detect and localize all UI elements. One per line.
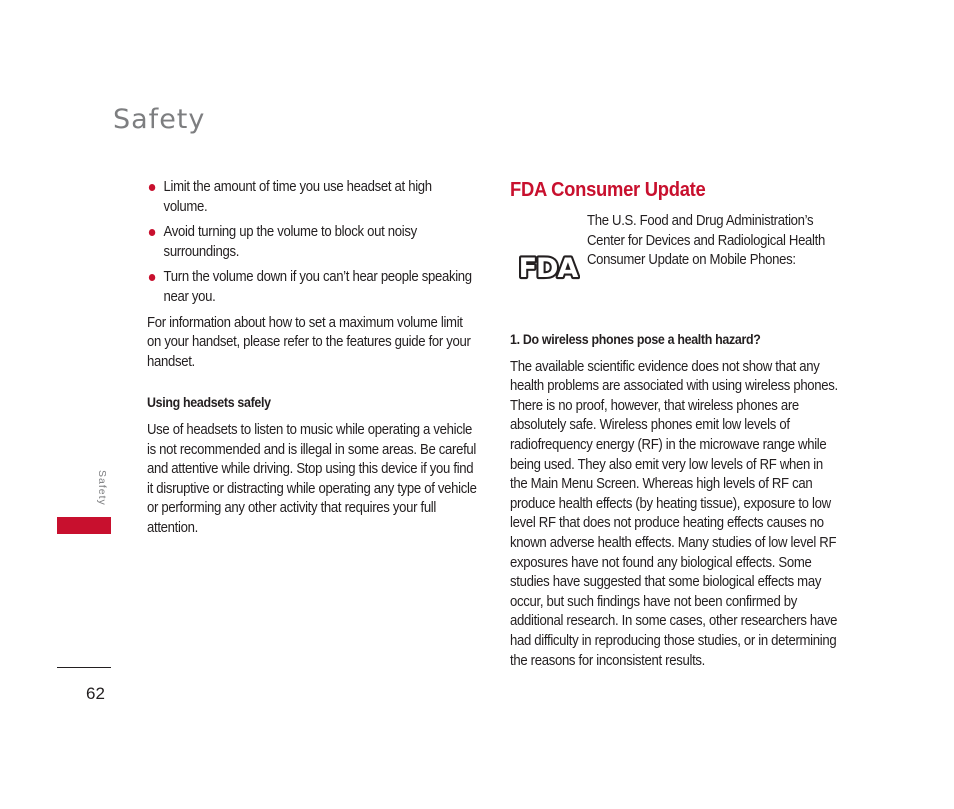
bullet-text: Avoid turning up the volume to block out noisy surroundings.: [163, 224, 417, 260]
fda-logo-icon: [516, 250, 580, 284]
footer-divider: [57, 667, 111, 668]
side-tab-bar: [57, 517, 111, 534]
subheading: Using headsets safely: [147, 395, 271, 411]
body-paragraph: Use of headsets to listen to music while operating a vehicle is not recommended and is illegal in some areas. Be careful and attentive while driving. Stop using this device if you find it disruptive or distracting while operating any type of vehicle or performing any other activity that requires your full attention.: [147, 421, 477, 536]
answer-paragraph: The available scientific evidence does not show that any health problems are associated with using wireless phones. There is no proof, however, that wireless phones are absolutely safe. Wireless phones emit low levels of radiofrequency energy (RF) in the microwave range while being used. They also emit very low levels of RF when in the Main Menu Screen. Whereas high levels of RF can produce health effects (by heating tissue), exposure to low level RF that does not produce heating effects causes no known adverse health effects. Many studies of low level RF exposures have not found any biological effects. Some studies have suggested that some biological effects may occur, but such findings have not been confirmed by additional research. In some cases, other researchers have had difficulty in reproducing those studies, or in determining the reasons for inconsistent results.: [510, 358, 838, 669]
list-item: [147, 268, 478, 307]
list-item: [147, 223, 478, 262]
question-heading: 1. Do wireless phones pose a health hazard?: [510, 332, 761, 347]
fda-intro-text: The U.S. Food and Drug Administration’s Center for Devices and Radiological Health Consumer Update on Mobile Phones:: [587, 213, 825, 269]
left-column: [147, 178, 479, 545]
bullet-dot-icon: [149, 229, 155, 236]
page-number: 62: [86, 684, 105, 703]
right-column: [510, 178, 840, 677]
side-tab-label: Safety: [96, 470, 108, 506]
fda-logo-text: FDA: [518, 253, 578, 284]
info-paragraph: For information about how to set a maximum volume limit on your handset, please refer to the features guide for your handset.: [147, 314, 471, 370]
fda-intro-block: [510, 210, 840, 314]
page-title: Safety: [113, 104, 206, 135]
section-title: FDA Consumer Update: [510, 179, 706, 201]
list-item: [147, 178, 478, 217]
bullet-text: Turn the volume down if you can’t hear people speaking near you.: [163, 269, 472, 305]
bullet-text: Limit the amount of time you use headset at high volume.: [163, 179, 432, 215]
left-column-text: [147, 178, 478, 539]
bullet-dot-icon: [149, 274, 155, 281]
bullet-dot-icon: [149, 184, 155, 191]
bullet-list: [147, 178, 478, 308]
